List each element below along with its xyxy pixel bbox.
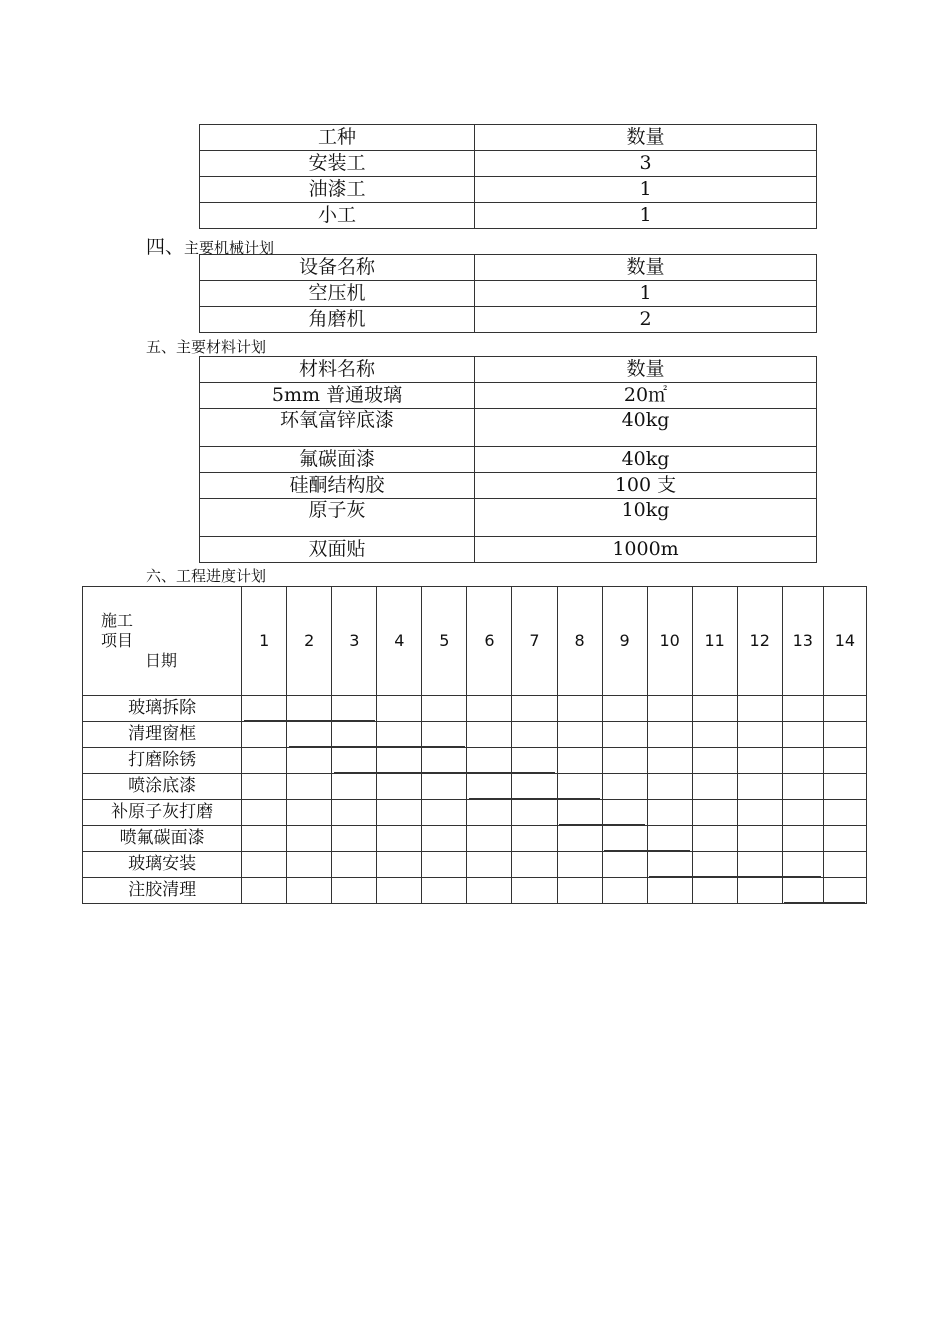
day-cell xyxy=(422,826,467,852)
schedule-row xyxy=(83,696,867,722)
day-cell xyxy=(332,800,377,826)
day-cell xyxy=(422,800,467,826)
schedule-row xyxy=(83,852,867,878)
day-cell xyxy=(242,852,287,878)
day-cell xyxy=(823,748,866,774)
table-header-row xyxy=(200,357,817,383)
day-cell xyxy=(647,722,692,748)
day-cell xyxy=(377,748,422,774)
day-cell xyxy=(782,800,823,826)
day-cell xyxy=(377,800,422,826)
quantity-cell: 1 xyxy=(475,177,817,203)
header-cell: 材料名称 xyxy=(200,357,475,383)
table-row xyxy=(200,537,817,563)
day-header: 3 xyxy=(332,587,377,696)
day-cell xyxy=(782,878,823,904)
labor-type-cell: 油漆工 xyxy=(200,177,475,203)
schedule-row xyxy=(83,774,867,800)
task-name-cell: 打磨除锈 xyxy=(83,748,242,774)
day-cell xyxy=(422,878,467,904)
material-name-cell: 双面贴 xyxy=(200,537,475,563)
day-cell xyxy=(467,852,512,878)
quantity-cell: 100 支 xyxy=(475,473,817,499)
day-cell xyxy=(782,826,823,852)
table-row xyxy=(200,383,817,409)
labor-type-cell: 小工 xyxy=(200,203,475,229)
day-cell xyxy=(823,722,866,748)
day-cell xyxy=(782,774,823,800)
day-cell xyxy=(332,696,377,722)
day-cell xyxy=(332,878,377,904)
day-cell xyxy=(467,696,512,722)
gantt-bar xyxy=(604,850,690,851)
day-cell xyxy=(557,748,602,774)
task-name-cell: 补原子灰打磨 xyxy=(83,800,242,826)
day-header: 10 xyxy=(647,587,692,696)
day-cell xyxy=(467,748,512,774)
day-cell xyxy=(823,800,866,826)
gantt-bar xyxy=(334,772,555,773)
day-cell xyxy=(692,800,737,826)
day-cell xyxy=(332,748,377,774)
task-name-cell: 喷涂底漆 xyxy=(83,774,242,800)
day-cell xyxy=(242,800,287,826)
day-cell xyxy=(512,852,557,878)
day-cell xyxy=(823,696,866,722)
day-cell xyxy=(557,826,602,852)
material-name-cell: 5mm 普通玻璃 xyxy=(200,383,475,409)
day-cell xyxy=(737,800,782,826)
day-cell xyxy=(377,722,422,748)
day-cell xyxy=(602,748,647,774)
day-cell xyxy=(242,826,287,852)
day-cell xyxy=(647,826,692,852)
day-cell xyxy=(512,696,557,722)
day-cell xyxy=(512,748,557,774)
material-name-cell: 原子灰 xyxy=(200,499,475,537)
table-row xyxy=(200,177,817,203)
day-cell xyxy=(422,748,467,774)
day-cell xyxy=(422,774,467,800)
day-cell xyxy=(287,774,332,800)
section-number: 四、 xyxy=(146,236,185,258)
day-cell xyxy=(422,696,467,722)
day-cell xyxy=(512,878,557,904)
day-cell xyxy=(287,878,332,904)
material-name-cell: 环氧富锌底漆 xyxy=(200,409,475,447)
gantt-bar xyxy=(649,876,821,877)
day-cell xyxy=(422,722,467,748)
header-cell: 数量 xyxy=(475,255,817,281)
day-cell xyxy=(467,774,512,800)
header-cell: 工种 xyxy=(200,125,475,151)
day-cell xyxy=(242,722,287,748)
day-cell xyxy=(332,826,377,852)
table-header-row xyxy=(200,125,817,151)
quantity-cell: 1 xyxy=(475,281,817,307)
day-cell xyxy=(422,852,467,878)
day-cell xyxy=(467,800,512,826)
gantt-bar xyxy=(784,902,864,903)
labor-type-cell: 安装工 xyxy=(200,151,475,177)
day-cell xyxy=(647,696,692,722)
material-name-cell: 硅酮结构胶 xyxy=(200,473,475,499)
table-row xyxy=(200,473,817,499)
day-cell xyxy=(602,774,647,800)
day-cell xyxy=(782,696,823,722)
schedule-row xyxy=(83,800,867,826)
day-cell xyxy=(242,878,287,904)
day-header: 5 xyxy=(422,587,467,696)
day-cell xyxy=(512,800,557,826)
day-cell xyxy=(692,878,737,904)
quantity-cell: 1000m xyxy=(475,537,817,563)
day-cell xyxy=(332,722,377,748)
day-cell xyxy=(647,774,692,800)
day-cell xyxy=(692,774,737,800)
day-cell xyxy=(287,800,332,826)
corner-label-item: 项目 xyxy=(101,631,134,650)
day-cell xyxy=(737,852,782,878)
day-cell xyxy=(737,774,782,800)
day-cell xyxy=(557,852,602,878)
day-header: 13 xyxy=(782,587,823,696)
quantity-cell: 20㎡ xyxy=(475,383,817,409)
day-header: 12 xyxy=(737,587,782,696)
day-cell xyxy=(692,748,737,774)
day-cell xyxy=(557,800,602,826)
day-cell xyxy=(332,852,377,878)
gantt-bar xyxy=(289,746,465,747)
day-header: 7 xyxy=(512,587,557,696)
day-cell xyxy=(737,878,782,904)
day-cell xyxy=(602,852,647,878)
day-cell xyxy=(737,722,782,748)
day-cell xyxy=(692,696,737,722)
day-cell xyxy=(242,748,287,774)
day-cell xyxy=(557,878,602,904)
section-heading-materials: 五、主要材料计划 xyxy=(146,338,267,356)
day-cell xyxy=(377,826,422,852)
day-cell xyxy=(287,748,332,774)
table-row xyxy=(200,307,817,333)
table-row xyxy=(200,447,817,473)
day-cell xyxy=(823,774,866,800)
day-header: 14 xyxy=(823,587,866,696)
gantt-bar xyxy=(469,798,600,799)
day-cell xyxy=(692,722,737,748)
schedule-header-row xyxy=(83,587,867,696)
day-cell xyxy=(647,748,692,774)
table-header-row xyxy=(200,255,817,281)
day-cell xyxy=(377,774,422,800)
day-cell xyxy=(287,722,332,748)
day-cell xyxy=(692,826,737,852)
day-header: 8 xyxy=(557,587,602,696)
corner-label-construction: 施工 xyxy=(101,611,134,630)
quantity-cell: 40kg xyxy=(475,447,817,473)
day-cell xyxy=(692,852,737,878)
day-header: 2 xyxy=(287,587,332,696)
equipment-name-cell: 空压机 xyxy=(200,281,475,307)
day-cell xyxy=(242,774,287,800)
task-name-cell: 玻璃安装 xyxy=(83,852,242,878)
task-name-cell: 清理窗框 xyxy=(83,722,242,748)
quantity-cell: 1 xyxy=(475,203,817,229)
corner-label-date: 日期 xyxy=(145,651,178,670)
day-cell xyxy=(737,748,782,774)
day-cell xyxy=(782,722,823,748)
day-cell xyxy=(512,826,557,852)
day-cell xyxy=(737,696,782,722)
gantt-bar xyxy=(244,720,375,721)
day-cell xyxy=(377,852,422,878)
day-header: 11 xyxy=(692,587,737,696)
task-name-cell: 喷氟碳面漆 xyxy=(83,826,242,852)
day-cell xyxy=(557,722,602,748)
day-cell xyxy=(467,722,512,748)
materials-table xyxy=(199,356,817,563)
schedule-table xyxy=(82,586,867,904)
day-header: 6 xyxy=(467,587,512,696)
table-row xyxy=(200,151,817,177)
machinery-table xyxy=(199,254,817,333)
table-row xyxy=(200,499,817,537)
day-cell xyxy=(557,696,602,722)
gantt-bar xyxy=(559,824,645,825)
day-cell xyxy=(467,826,512,852)
day-cell xyxy=(332,774,377,800)
day-cell xyxy=(782,852,823,878)
day-cell xyxy=(557,774,602,800)
day-header: 1 xyxy=(242,587,287,696)
labor-table xyxy=(199,124,817,229)
schedule-row xyxy=(83,722,867,748)
quantity-cell: 3 xyxy=(475,151,817,177)
day-cell xyxy=(782,748,823,774)
day-cell xyxy=(647,878,692,904)
day-cell xyxy=(602,878,647,904)
day-cell xyxy=(602,800,647,826)
task-name-cell: 玻璃拆除 xyxy=(83,696,242,722)
day-cell xyxy=(647,800,692,826)
equipment-name-cell: 角磨机 xyxy=(200,307,475,333)
day-cell xyxy=(242,696,287,722)
task-name-cell: 注胶清理 xyxy=(83,878,242,904)
day-header: 4 xyxy=(377,587,422,696)
day-cell xyxy=(287,852,332,878)
quantity-cell: 10kg xyxy=(475,499,817,537)
schedule-corner-cell xyxy=(83,587,242,696)
day-cell xyxy=(823,826,866,852)
header-cell: 数量 xyxy=(475,357,817,383)
day-cell xyxy=(377,878,422,904)
day-header: 9 xyxy=(602,587,647,696)
table-row xyxy=(200,409,817,447)
day-cell xyxy=(377,696,422,722)
day-cell xyxy=(467,878,512,904)
section-heading-schedule: 六、工程进度计划 xyxy=(146,567,267,585)
day-cell xyxy=(602,826,647,852)
day-cell xyxy=(287,696,332,722)
day-cell xyxy=(512,774,557,800)
table-row xyxy=(200,281,817,307)
quantity-cell: 2 xyxy=(475,307,817,333)
day-cell xyxy=(602,696,647,722)
material-name-cell: 氟碳面漆 xyxy=(200,447,475,473)
schedule-row xyxy=(83,878,867,904)
quantity-cell: 40kg xyxy=(475,409,817,447)
table-row xyxy=(200,203,817,229)
day-cell xyxy=(602,722,647,748)
section-title: 主要机械计划 xyxy=(184,239,275,257)
day-cell xyxy=(823,878,866,904)
day-cell xyxy=(287,826,332,852)
header-cell: 数量 xyxy=(475,125,817,151)
day-cell xyxy=(647,852,692,878)
day-cell xyxy=(823,852,866,878)
day-cell xyxy=(737,826,782,852)
schedule-row xyxy=(83,748,867,774)
header-cell: 设备名称 xyxy=(200,255,475,281)
day-cell xyxy=(512,722,557,748)
schedule-row xyxy=(83,826,867,852)
